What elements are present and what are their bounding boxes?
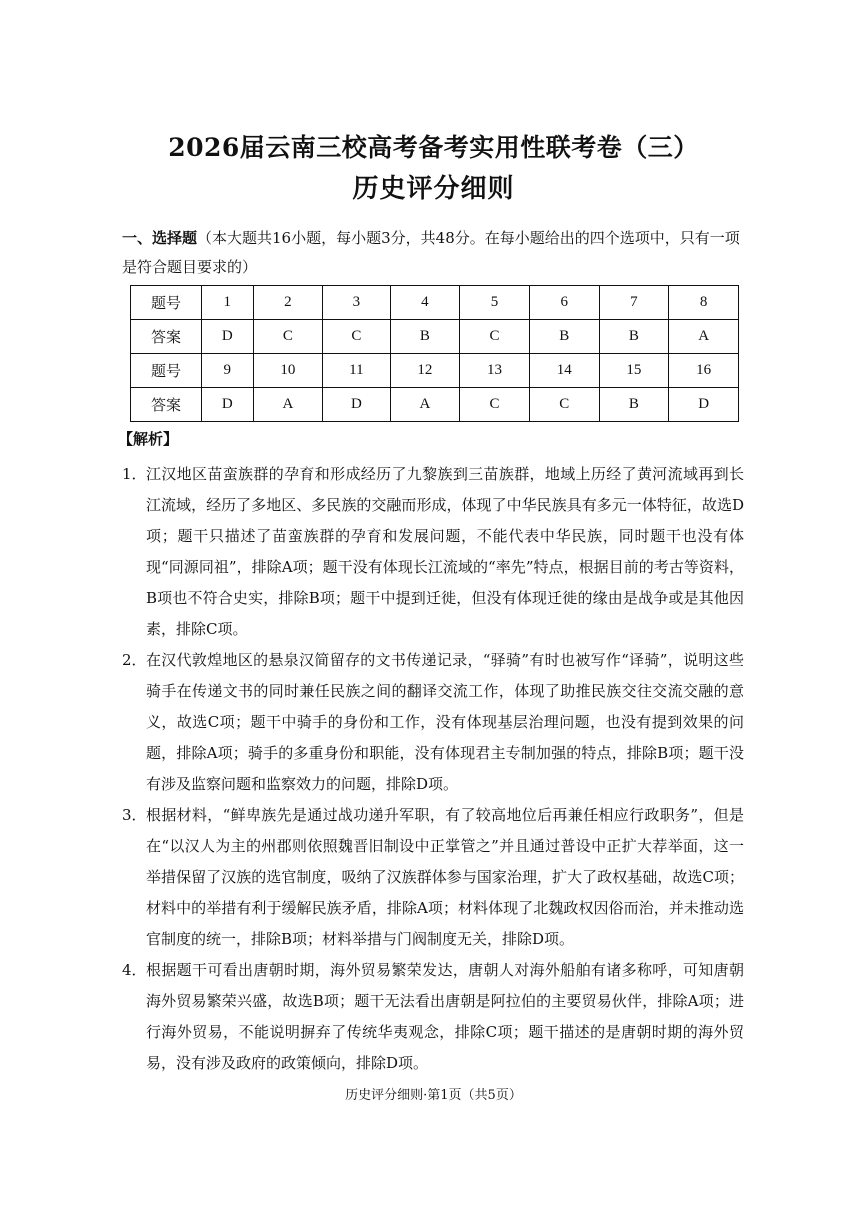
answer-cell: A — [253, 388, 323, 422]
table-row — [131, 320, 739, 354]
item-number: 1． — [122, 465, 147, 483]
question-number-cell: 7 — [599, 286, 669, 320]
answer-cell: D — [323, 388, 390, 422]
table-row — [131, 388, 739, 422]
answer-cell: B — [599, 320, 669, 354]
list-item — [122, 800, 744, 955]
item-text: 江汉地区苗蛮族群的孕育和形成经历了九黎族到三苗族群，地域上历经了黄河流域再到长江流域，经历了多地区、多民族的交融而形成，体现了中华民族具有多元一体特征，故选D项；题干只描述了苗蛮族群的孕育和发展问题，不能代表中华民族，同时题干也没有体现“同源同祖”，排除A项；题干没有体现长江流域的“率先”特点，根据目前的考古等资料，B项也不符合史实，排除B项；题干中提到迁徙，但没有体现迁徙的缘由是战争或是其他因素，排除C项。 — [146, 465, 744, 638]
list-item — [122, 955, 744, 1079]
question-number-cell: 8 — [669, 286, 739, 320]
question-number-cell: 16 — [669, 354, 739, 388]
item-text: 根据题干可看出唐朝时期，海外贸易繁荣发达，唐朝人对海外船舶有诸多称呼，可知唐朝海外贸易繁荣兴盛，故选B项；题干无法看出唐朝是阿拉伯的主要贸易伙伴，排除A项；进行海外贸易，不能说明摒弃了传统华夷观念，排除C项；题干描述的是唐朝时期的海外贸易，没有涉及政府的政策倾向，排除D项。 — [146, 961, 744, 1072]
answer-cell: D — [202, 320, 254, 354]
question-number-cell: 4 — [390, 286, 460, 320]
question-number-cell: 15 — [599, 354, 669, 388]
document-title: 2026届云南三校高考备考实用性联考卷（三） — [168, 133, 699, 162]
question-number-cell: 13 — [460, 354, 530, 388]
item-number: 2． — [122, 651, 147, 669]
question-number-cell: 2 — [253, 286, 323, 320]
answer-label-cell: 答案 — [131, 320, 202, 354]
section-multiple-choice — [122, 224, 744, 282]
answer-cell: C — [253, 320, 323, 354]
table-row — [131, 354, 739, 388]
table-row — [131, 286, 739, 320]
answer-cell: C — [323, 320, 390, 354]
question-label-cell: 题号 — [131, 354, 202, 388]
item-text: 根据材料，“鲜卑族先是通过战功递升军职，有了较高地位后再兼任相应行政职务”，但是在“以汉人为主的州郡则依照魏晋旧制设中正掌管之”并且通过普设中正扩大荐举面，这一举措保留了汉族的选官制度，吸纳了汉族群体参与国家治理，扩大了政权基础，故选C项；材料中的举措有利于缓解民族矛盾，排除A项；材料体现了北魏政权因俗而治，并未推动选官制度的统一，排除B项；材料举措与门阀制度无关，排除D项。 — [146, 806, 744, 948]
page-footer: 历史评分细则·第1页（共5页） — [345, 1088, 522, 1103]
question-number-cell: 10 — [253, 354, 323, 388]
list-item — [122, 645, 744, 800]
analysis-list — [122, 459, 744, 1079]
item-text: 在汉代敦煌地区的悬泉汉简留存的文书传递记录，“驿骑”有时也被写作“译骑”，说明这些骑手在传递文书的同时兼任民族之间的翻译交流工作，体现了助推民族交往交流交融的意义，故选C项；题干中骑手的身份和工作，没有体现基层治理问题，也没有提到效果的问题，排除A项；骑手的多重身份和职能，没有体现君主专制加强的特点，排除B项；题干没有涉及监察问题和监察效力的问题，排除D项。 — [146, 651, 744, 793]
section-description: （本大题共16小题，每小题3分，共48分。在每小题给出的四个选项中，只有一项是符合题目要求的） — [122, 229, 740, 276]
question-number-cell: 3 — [323, 286, 390, 320]
answer-cell: A — [669, 320, 739, 354]
answer-cell: B — [390, 320, 460, 354]
question-label-cell: 题号 — [131, 286, 202, 320]
answer-table — [130, 285, 739, 422]
analysis-label: 【解析】 — [118, 430, 179, 448]
document-subtitle: 历史评分细则 — [352, 174, 515, 204]
answer-cell: C — [529, 388, 599, 422]
list-item — [122, 459, 744, 645]
answer-cell: C — [460, 320, 530, 354]
answer-cell: B — [599, 388, 669, 422]
answer-cell: C — [460, 388, 530, 422]
section-heading: 一、选择题 — [122, 229, 198, 247]
question-number-cell: 6 — [529, 286, 599, 320]
question-number-cell: 5 — [460, 286, 530, 320]
answer-label-cell: 答案 — [131, 388, 202, 422]
answer-cell: B — [529, 320, 599, 354]
question-number-cell: 11 — [323, 354, 390, 388]
item-number: 3． — [122, 806, 147, 824]
item-number: 4． — [122, 961, 147, 979]
answer-cell: D — [669, 388, 739, 422]
answer-cell: A — [390, 388, 460, 422]
answer-cell: D — [202, 388, 254, 422]
question-number-cell: 12 — [390, 354, 460, 388]
question-number-cell: 14 — [529, 354, 599, 388]
question-number-cell: 9 — [202, 354, 254, 388]
question-number-cell: 1 — [202, 286, 254, 320]
